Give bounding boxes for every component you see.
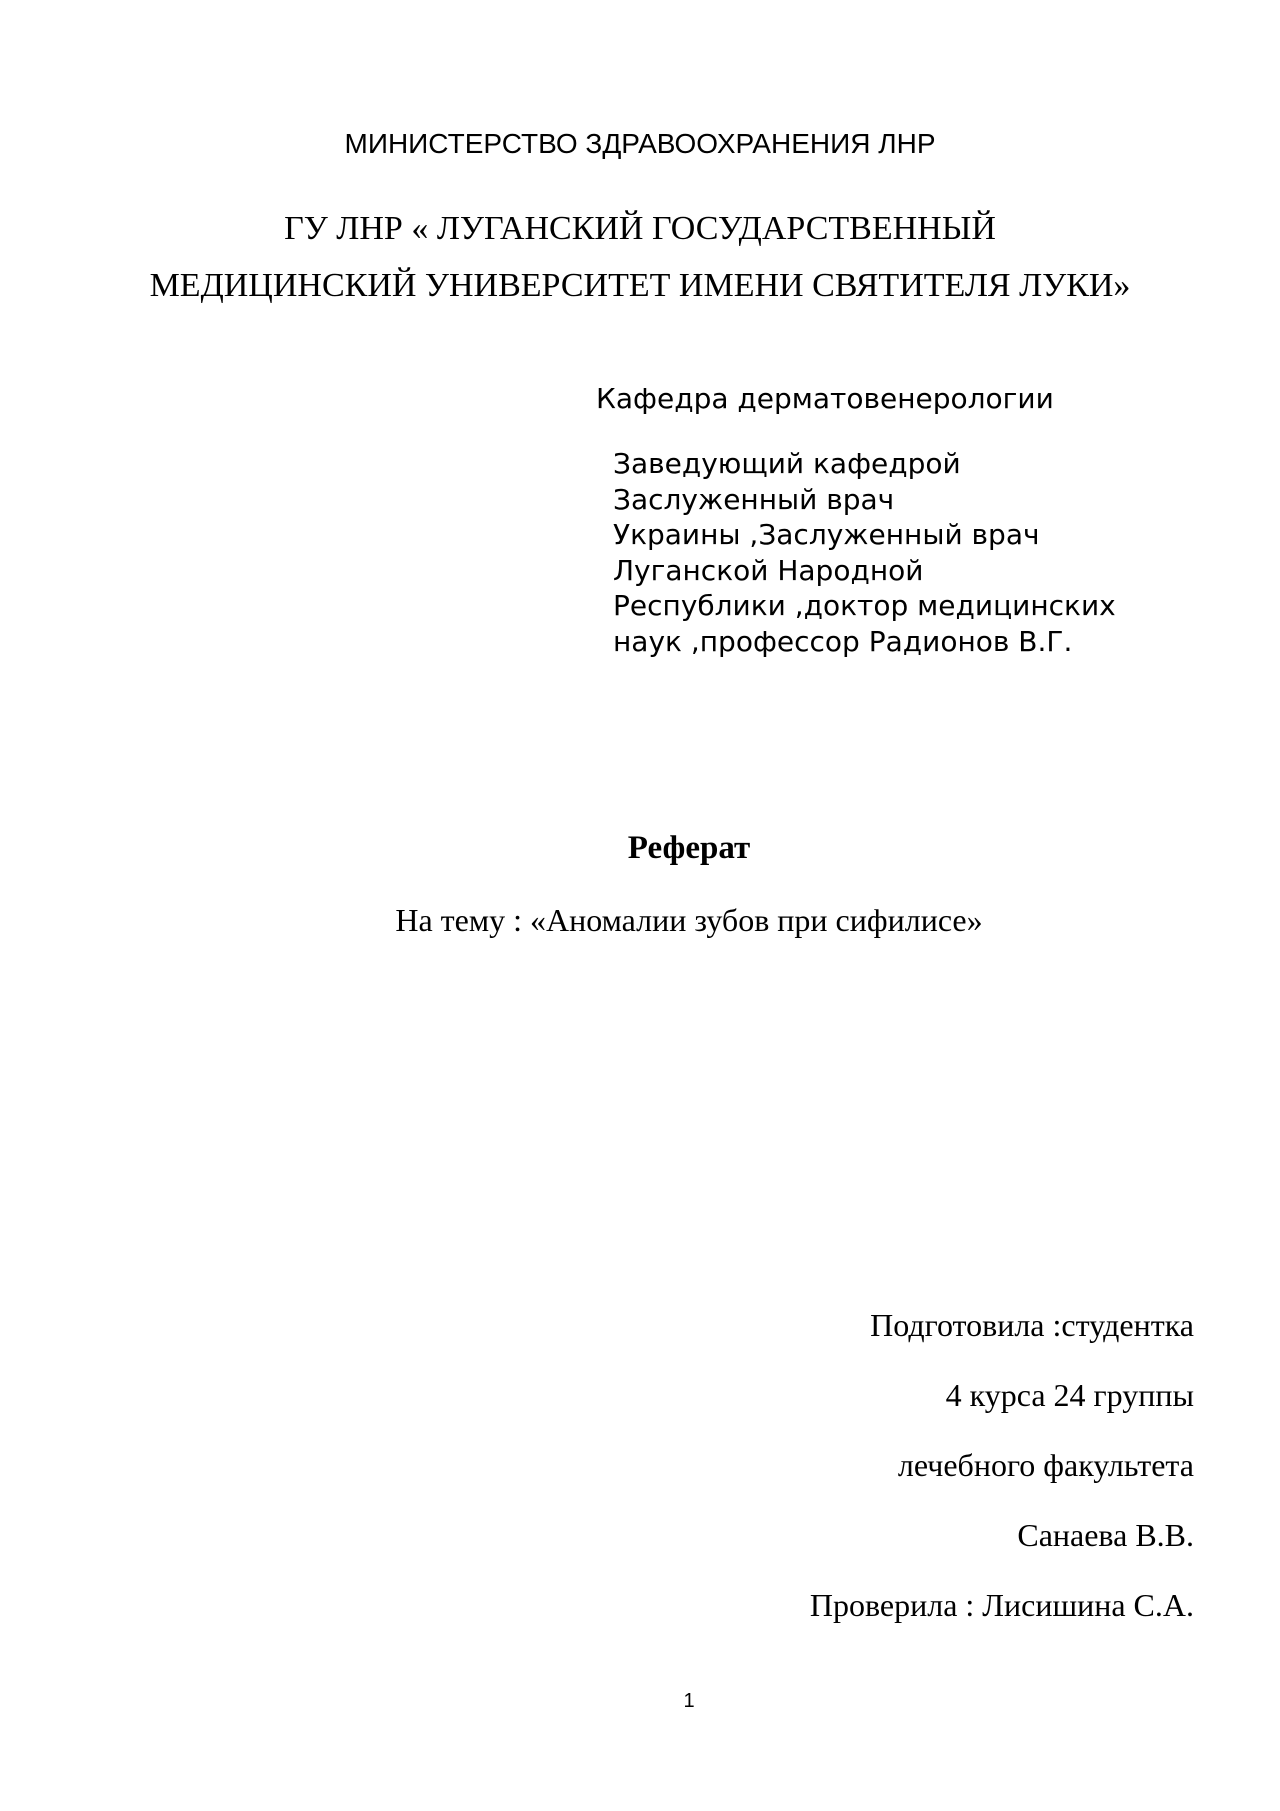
signature-line: Подготовила :студентка xyxy=(870,1307,1194,1343)
signature-line: 4 курса 24 группы xyxy=(945,1377,1194,1413)
department-head-line: наук ,профессор Радионов В.Г. xyxy=(613,624,1073,658)
department-head-block xyxy=(613,446,1116,659)
signature-block xyxy=(810,1290,1194,1640)
department-head-line: Заведующий кафедрой xyxy=(613,447,961,480)
university-heading xyxy=(0,200,1280,314)
document-title: Реферат xyxy=(627,830,751,866)
department-head-line: Украины ,Заслуженный врач xyxy=(613,518,1040,551)
department-name: Кафедра дерматовенерологии xyxy=(596,382,1054,415)
department-head-line: Луганской Народной xyxy=(613,553,924,587)
signature-line: Проверила : Лисишина С.А. xyxy=(809,1587,1194,1623)
ministry-heading: МИНИСТЕРСТВО ЗДРАВООХРАНЕНИЯ ЛНР xyxy=(344,128,936,159)
department-head-line: Республики ,доктор медицинских xyxy=(613,589,1116,622)
page-number: 1 xyxy=(683,1690,695,1712)
university-line: МЕДИЦИНСКИЙ УНИВЕРСИТЕТ ИМЕНИ СВЯТИТЕЛЯ ЛУКИ» xyxy=(149,267,1131,304)
university-line: ГУ ЛНР « ЛУГАНСКИЙ ГОСУДАРСТВЕННЫЙ xyxy=(284,210,996,247)
signature-line: Санаева В.В. xyxy=(1017,1517,1194,1553)
signature-line: лечебного факультета xyxy=(897,1447,1194,1483)
document-topic: На тему : «Аномалии зубов при сифилисе» xyxy=(395,902,983,938)
department-head-line: Заслуженный врач xyxy=(613,482,895,516)
